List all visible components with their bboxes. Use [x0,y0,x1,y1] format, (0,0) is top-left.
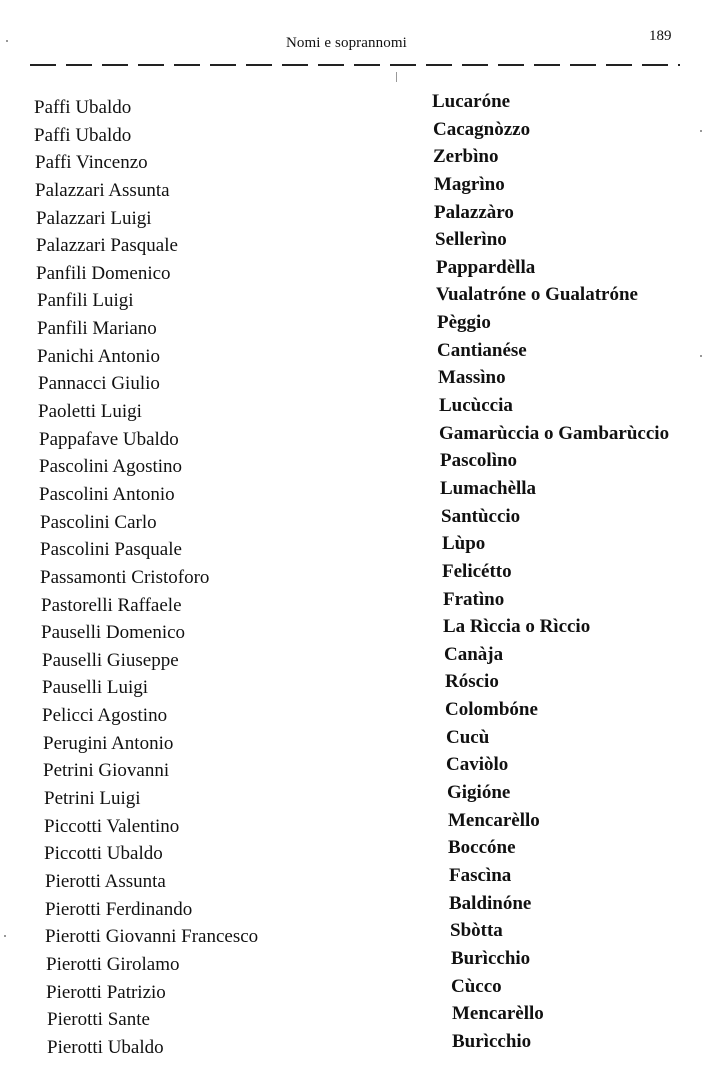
nickname-entry: La Rìccia o Rìccio [443,616,591,638]
scan-speck [4,935,6,937]
name-entry: Pierotti Girolamo [46,953,180,975]
name-entry: Piccotti Valentino [44,815,180,837]
name-entry: Pauselli Giuseppe [42,649,179,671]
nickname-entry: Canàja [444,643,504,665]
nickname-entry: Mencarèllo [452,1003,544,1025]
nickname-entry: Mencarèllo [448,809,540,831]
nickname-entry: Magrìno [434,173,505,195]
nickname-entry: Cùcco [451,975,502,997]
name-entry: Pierotti Ferdinando [45,898,193,920]
nickname-entry: Sellerìno [435,229,507,251]
name-entry: Passamonti Cristoforo [40,566,210,588]
nickname-entry: Sbòtta [450,920,503,942]
page-number: 189 [649,28,672,44]
nickname-entry: Cacagnòzzo [433,118,531,140]
nickname-entry: Róscio [445,671,499,693]
name-entry: Piccotti Ubaldo [44,843,163,865]
name-entry: Paoletti Luigi [38,401,142,423]
nickname-entry: Lumachèlla [440,477,537,499]
nickname-entry: Pascolìno [440,450,518,472]
name-entry: Pierotti Patrizio [46,981,166,1003]
nickname-entry: Gigióne [447,782,511,804]
scan-speck [700,355,702,357]
nickname-entry: Burìcchio [452,1030,532,1052]
nickname-entry: Gamarùccia o Gambarùccio [439,422,670,444]
nickname-entry: Lùpo [442,533,486,555]
name-entry: Pappafave Ubaldo [39,428,179,450]
name-entry: Pascolini Antonio [39,483,175,505]
names-column [34,94,258,1061]
name-entry: Pascolini Carlo [40,511,157,533]
name-entry: Palazzari Assunta [35,179,170,201]
nickname-entry: Zerbìno [433,146,499,168]
name-entry: Panichi Antonio [37,345,160,367]
name-entry: Palazzari Luigi [36,207,152,229]
name-entry: Pastorelli Raffaele [41,594,182,616]
nickname-entry: Massìno [438,367,506,389]
header-dashed-rule [30,64,680,66]
name-entry: Pascolini Agostino [39,456,183,478]
nickname-entry: Cucù [446,726,490,748]
nickname-entry: Pappardèlla [436,256,536,278]
name-entry: Panfili Mariano [37,318,157,340]
nickname-entry: Felicétto [442,560,512,582]
name-entry: Pascolini Pasquale [40,539,182,561]
nickname-entry: Fascìna [449,864,512,886]
nickname-entry: Cantianése [437,339,527,361]
name-entry: Pierotti Sante [47,1009,150,1031]
nickname-entry: Colombóne [445,699,538,721]
nicknames-column [432,88,669,1055]
name-entry: Paffi Ubaldo [34,97,132,118]
nickname-entry: Lucaróne [432,91,511,112]
scan-speck [700,130,702,132]
name-entry: Pannacci Giulio [38,373,160,395]
nickname-entry: Fratìno [443,588,505,610]
nickname-entry: Caviòlo [446,754,509,776]
nickname-entry: Santùccio [441,505,521,527]
name-entry: Pelicci Agostino [42,705,168,727]
nickname-entry: Boccóne [448,837,516,859]
name-entry: Pierotti Ubaldo [47,1036,164,1058]
nickname-entry: Vualatróne o Gualatróne [436,284,638,306]
name-entry: Panfili Domenico [36,262,171,284]
scan-speck [6,40,8,42]
page-header [30,28,680,68]
nickname-entry: Pèggio [437,312,491,334]
name-entry: Panfili Luigi [37,290,134,312]
name-entry: Pauselli Luigi [42,677,149,699]
name-entry: Pierotti Assunta [45,870,166,892]
name-entry: Petrini Luigi [44,788,141,810]
nickname-entry: Palazzàro [434,201,514,223]
nickname-entry: Burìcchio [451,947,531,969]
name-entry: Paffi Ubaldo [34,124,132,146]
name-entry: Pierotti Giovanni Francesco [45,926,259,948]
name-entry: Perugini Antonio [43,732,174,754]
running-title: Nomi e soprannomi [286,35,407,51]
name-entry: Palazzari Pasquale [36,235,178,257]
name-entry: Paffi Vincenzo [35,152,148,174]
scan-mark [396,72,397,82]
nickname-entry: Lucùccia [439,395,513,417]
name-entry: Petrini Giovanni [43,760,170,782]
name-entry: Pauselli Domenico [41,622,186,644]
nickname-entry: Baldinóne [449,892,532,914]
